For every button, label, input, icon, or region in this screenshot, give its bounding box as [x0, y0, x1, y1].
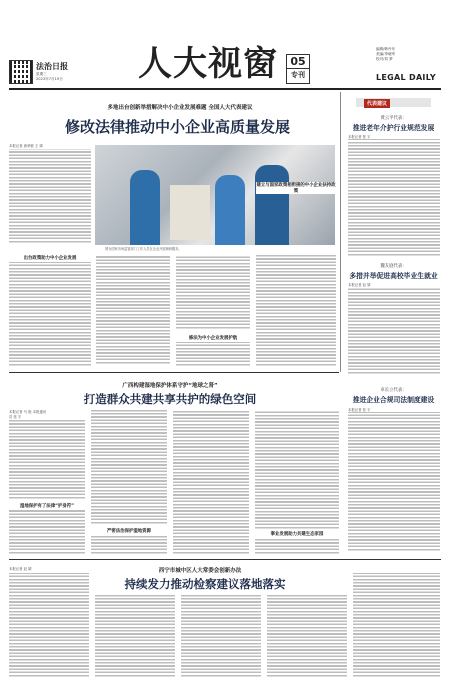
lead-subhead-1: 建立与国家政策相衔接的中小企业扶持政策	[256, 183, 336, 194]
middle-kicker: 广西构建湿地保护体系守护“地球之肾”	[122, 383, 218, 389]
bottom-byline: 本报记者 赵 婧	[9, 567, 32, 571]
lead-byline: 本报记者 唐荣敏 王 婧	[9, 144, 43, 148]
lead-text-col3b	[176, 342, 250, 367]
middle-text-col2	[91, 410, 167, 525]
lead-kicker: 多地出台创新举措解决中小企业发展难题 全国人大代表建议	[107, 105, 253, 111]
sidebar-byline-3: 本报记者 张 宇	[348, 408, 371, 412]
middle-text-col2b	[91, 535, 167, 555]
qr-code-icon	[9, 60, 33, 84]
bottom-headline: 持续发力推动检察建议落地落实	[124, 577, 286, 591]
newspaper-brand: 法治日报	[36, 61, 68, 71]
middle-headline: 打造群众共建共享共护的绿色空间	[83, 392, 257, 406]
sidebar	[346, 98, 441, 376]
lead-headline: 修改法律推动中小企业高质量发展	[64, 118, 290, 136]
lead-text-col1b	[9, 262, 91, 367]
sidebar-byline-2: 本报记者 赵 婧	[348, 283, 371, 287]
lead-text-col2	[96, 255, 170, 365]
sidebar-kicker-2: 魏友庭代表：	[380, 264, 407, 269]
lead-text-col3	[176, 255, 250, 330]
sidebar-headline-3: 推进企业合规司法制度建设	[352, 396, 435, 404]
legal-daily-label: LEGAL DAILY	[376, 73, 436, 82]
lead-text-col1	[9, 149, 91, 244]
page-number-box	[286, 54, 310, 84]
middle-subhead-2: 严密法治保护湿地资源	[107, 529, 151, 534]
sidebar-tag: 代表建议	[364, 99, 390, 108]
bottom-top-rule	[9, 559, 441, 560]
sidebar-byline-1: 本报记者 张 宇	[348, 135, 371, 139]
bottom-text-col3	[181, 594, 261, 678]
bottom-text-col4	[267, 594, 347, 678]
sidebar-text-2	[348, 287, 440, 375]
middle-top-rule	[9, 372, 339, 373]
column-divider	[340, 92, 341, 372]
bottom-kicker: 西宁市城中区人大常委会创新办法	[158, 568, 242, 574]
middle-subhead-1: 湿地保护有了法律“护身符”	[19, 504, 75, 509]
middle-text-col3	[173, 410, 249, 555]
bottom-text-col2	[95, 594, 175, 678]
sidebar-headline-1: 推进老年介护行业规范发展	[352, 124, 435, 132]
middle-text-col4b	[255, 538, 339, 555]
page-tag: 专刊	[287, 68, 309, 81]
bottom-text-col1	[9, 573, 89, 678]
section-title: 人大视窗	[138, 44, 278, 84]
sidebar-headline-2: 多措并举促进高校毕业生就业	[349, 272, 438, 280]
page-number: 05	[290, 55, 306, 68]
sidebar-kicker-1: 黄云平代表：	[380, 116, 407, 121]
masthead-rule	[9, 88, 441, 90]
lead-subhead-2: 出台政策助力中小企业发展	[23, 256, 77, 261]
middle-text-col4	[255, 410, 339, 530]
middle-text-col1	[9, 420, 85, 500]
editor-credits: 编辑/韩丹东 美编/李晓军 校对/刘 梦	[376, 47, 396, 61]
lead-text-col4-top	[256, 145, 336, 175]
lead-photo-caption: 图为国家市场监管部门工作人员在企业开展调研服务。	[105, 247, 182, 251]
sidebar-text-3	[348, 412, 440, 552]
middle-byline: 本报记者 马 艳 本报通讯员 张 宇	[9, 410, 47, 419]
middle-text-col1b	[9, 510, 85, 555]
bottom-text-col5	[353, 573, 440, 678]
lead-text-col4	[256, 255, 336, 367]
sidebar-kicker-3: 卓长立代表：	[380, 388, 407, 393]
issue-date: 星期三 2023年7月19日	[36, 72, 63, 81]
sidebar-text-1	[348, 139, 440, 257]
lead-subhead-3: 修法为中小企业发展护航	[188, 336, 238, 341]
middle-subhead-3: 事业发展助力共建生态家园	[270, 532, 324, 537]
